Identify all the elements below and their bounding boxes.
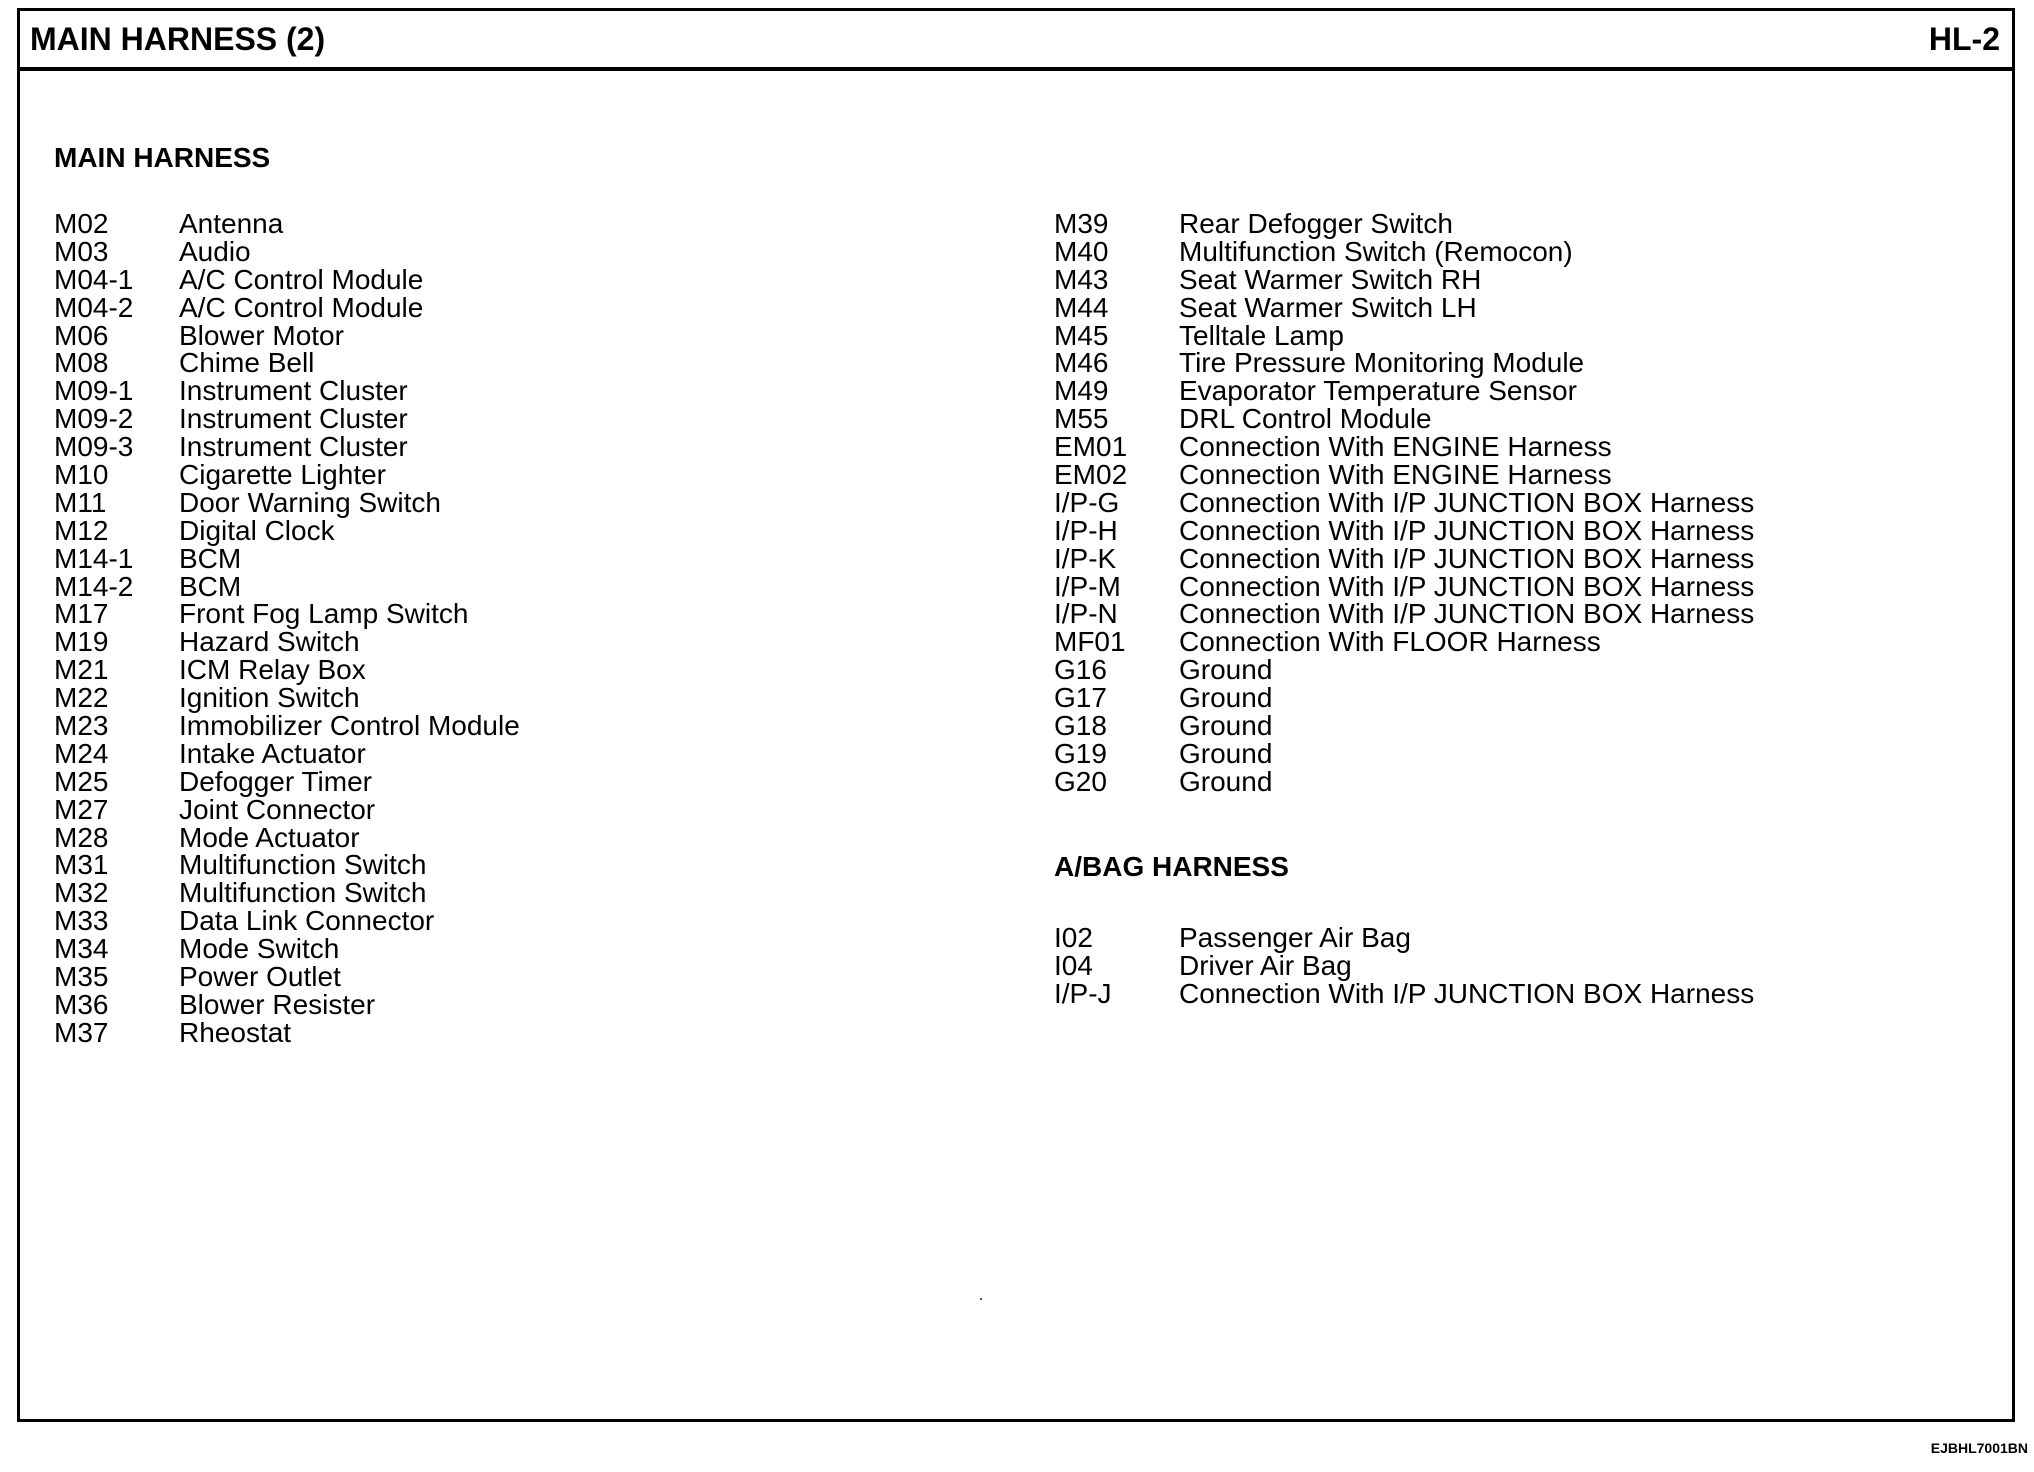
connector-description: ICM Relay Box	[179, 654, 366, 686]
connector-description: Evaporator Temperature Sensor	[1179, 375, 1577, 407]
connector-row	[1054, 977, 1755, 1009]
connector-description: Connection With I/P JUNCTION BOX Harness	[1179, 486, 1755, 518]
connector-id: M23	[54, 710, 109, 742]
connector-row	[1054, 656, 1754, 684]
connector-description: Immobilizer Control Module	[179, 710, 520, 742]
connector-description: Audio	[179, 235, 251, 267]
abag-harness-title: A/BAG HARNESS	[1054, 851, 1289, 882]
connector-id: M22	[54, 682, 109, 714]
connector-row	[1054, 349, 1754, 377]
connector-id: M33	[54, 905, 109, 937]
connector-row	[1054, 263, 1754, 295]
connector-id: M14-2	[54, 570, 134, 602]
connector-row	[1054, 765, 1754, 797]
connector-row	[1054, 433, 1754, 461]
connector-row	[1054, 235, 1754, 267]
connector-id: I/P-H	[1054, 514, 1118, 546]
connector-row	[1054, 684, 1754, 712]
abag-harness-list	[1054, 924, 1754, 1008]
connector-row	[1054, 600, 1754, 628]
connector-id: M09-3	[54, 431, 134, 463]
connector-description: Ground	[1179, 654, 1273, 686]
connector-id: M06	[54, 319, 109, 351]
connector-id: M45	[1054, 319, 1109, 351]
connector-row	[54, 935, 520, 963]
connector-id: I/P-G	[1054, 486, 1120, 518]
connector-description: Ignition Switch	[179, 682, 360, 714]
connector-description: Joint Connector	[179, 793, 376, 825]
connector-description: Blower Resister	[179, 988, 376, 1020]
connector-id: M37	[54, 1016, 109, 1048]
connector-description: Connection With FLOOR Harness	[1179, 626, 1601, 658]
connector-row	[54, 793, 520, 825]
figure-code: EJBHL7001BN	[1930, 1440, 2028, 1456]
connector-description: Door Warning Switch	[179, 486, 441, 518]
connector-row	[54, 712, 520, 740]
connector-id: M39	[1054, 208, 1109, 239]
stray-dot	[980, 1298, 982, 1300]
connector-description: Instrument Cluster	[179, 375, 408, 407]
connector-row	[1054, 542, 1755, 574]
connector-row	[54, 486, 520, 518]
connector-description: A/C Control Module	[179, 263, 424, 295]
connector-id: EM01	[1054, 431, 1128, 463]
connector-description: Connection With ENGINE Harness	[1179, 459, 1612, 491]
connector-description: Tire Pressure Monitoring Module	[1179, 347, 1585, 379]
connector-description: Power Outlet	[179, 961, 341, 993]
main-harness-list-left	[54, 210, 520, 1047]
connector-description: Multifunction Switch (Remocon)	[1179, 235, 1573, 267]
connector-id: M02	[54, 208, 109, 239]
connector-row	[54, 377, 520, 405]
connector-id: M24	[54, 737, 109, 769]
connector-description: Passenger Air Bag	[1179, 922, 1411, 953]
connector-description: Digital Clock	[179, 514, 335, 546]
connector-row	[1054, 291, 1754, 323]
connector-id: M17	[54, 598, 109, 630]
connector-id: M04-2	[54, 291, 134, 323]
connector-description: BCM	[179, 570, 242, 602]
connector-id: M11	[54, 486, 107, 518]
connector-id: M09-1	[54, 375, 134, 407]
connector-id: M31	[54, 849, 109, 881]
connector-description: Multifunction Switch	[179, 849, 427, 881]
connector-description: Mode Switch	[179, 933, 340, 965]
connector-row	[1054, 737, 1754, 769]
connector-id: M25	[54, 765, 109, 797]
connector-row	[54, 542, 520, 574]
connector-description: Connection With I/P JUNCTION BOX Harness	[1179, 977, 1755, 1009]
connector-id: M32	[54, 877, 109, 909]
connector-row	[54, 1016, 520, 1048]
connector-row	[1054, 486, 1755, 518]
connector-id: I02	[1054, 922, 1093, 953]
connector-description: Antenna	[179, 208, 284, 239]
connector-description: DRL Control Module	[1179, 403, 1432, 435]
connector-id: M12	[54, 514, 109, 546]
connector-row	[1054, 514, 1755, 546]
connector-id: M46	[1054, 347, 1109, 379]
connector-id: M08	[54, 347, 109, 379]
connector-description: Ground	[1179, 682, 1273, 714]
connector-id: M28	[54, 821, 109, 853]
connector-row	[54, 907, 520, 935]
connector-row	[1054, 461, 1754, 489]
connector-description: Ground	[1179, 710, 1273, 742]
connector-row	[54, 210, 520, 238]
connector-description: Connection With I/P JUNCTION BOX Harness	[1179, 542, 1755, 574]
connector-description: Driver Air Bag	[1179, 949, 1352, 981]
connector-row	[1054, 405, 1754, 433]
connector-description: Ground	[1179, 765, 1273, 797]
connector-row	[54, 514, 520, 546]
connector-description: Instrument Cluster	[179, 431, 408, 463]
connector-row	[54, 628, 520, 656]
connector-id: I/P-K	[1054, 542, 1117, 574]
connector-id: I04	[1054, 949, 1093, 981]
page-header	[20, 11, 2012, 71]
connector-id: M04-1	[54, 263, 134, 295]
connector-id: G16	[1054, 654, 1107, 686]
connector-description: Seat Warmer Switch RH	[1179, 263, 1482, 295]
connector-id: M27	[54, 793, 109, 825]
connector-id: M44	[1054, 291, 1109, 323]
connector-row	[54, 570, 520, 602]
page-code: HL-2	[1928, 21, 2000, 57]
connector-id: M21	[54, 654, 109, 686]
connector-row	[54, 988, 520, 1020]
connector-id: EM02	[1054, 459, 1128, 491]
main-harness-list-right	[1054, 210, 1754, 796]
connector-id: I/P-M	[1054, 570, 1121, 602]
connector-id: G17	[1054, 682, 1107, 714]
connector-description: Connection With I/P JUNCTION BOX Harness	[1179, 598, 1755, 630]
connector-row	[1054, 377, 1754, 405]
connector-row	[54, 684, 520, 712]
connector-id: I/P-N	[1054, 598, 1118, 630]
connector-id: M43	[1054, 263, 1109, 295]
main-harness-title: MAIN HARNESS	[54, 142, 271, 173]
connector-description: BCM	[179, 542, 242, 574]
connector-id: G18	[1054, 710, 1107, 742]
connector-description: Blower Motor	[179, 319, 344, 351]
connector-id: G20	[1054, 765, 1107, 797]
connector-id: G19	[1054, 737, 1107, 769]
connector-row	[54, 963, 520, 991]
connector-row	[1054, 712, 1754, 740]
connector-row	[54, 821, 520, 853]
connector-description: Seat Warmer Switch LH	[1179, 291, 1477, 323]
connector-id: M36	[54, 988, 109, 1020]
connector-id: I/P-J	[1054, 977, 1112, 1009]
connector-description: Telltale Lamp	[1179, 319, 1344, 351]
connector-row	[54, 737, 520, 769]
connector-row	[1054, 319, 1754, 351]
connector-description: Rheostat	[179, 1016, 292, 1048]
connector-description: Ground	[1179, 737, 1273, 769]
page-frame	[17, 8, 2015, 1422]
connector-row	[1054, 210, 1754, 238]
connector-row	[54, 291, 520, 323]
connector-row	[54, 851, 520, 879]
connector-row	[1054, 924, 1754, 952]
connector-row	[1054, 628, 1754, 656]
connector-row	[1054, 949, 1754, 981]
connector-id: M10	[54, 459, 109, 491]
connector-id: M09-2	[54, 403, 134, 435]
connector-description: Multifunction Switch	[179, 877, 427, 909]
connector-description: Front Fog Lamp Switch	[179, 598, 469, 630]
connector-id: MF01	[1054, 626, 1126, 658]
connector-description: Connection With I/P JUNCTION BOX Harness	[1179, 570, 1755, 602]
connector-description: Instrument Cluster	[179, 403, 408, 435]
connector-description: Defogger Timer	[179, 765, 372, 797]
connector-id: M03	[54, 235, 109, 267]
connector-row	[54, 235, 520, 267]
connector-row	[1054, 570, 1755, 602]
connector-id: M34	[54, 933, 109, 965]
connector-id: M14-1	[54, 542, 134, 574]
connector-id: M40	[1054, 235, 1109, 267]
connector-row	[54, 433, 520, 461]
connector-row	[54, 765, 520, 797]
page-title: MAIN HARNESS (2)	[30, 21, 326, 57]
connector-row	[54, 600, 520, 628]
connector-row	[54, 263, 520, 295]
connector-id: M49	[1054, 375, 1109, 407]
connector-description: A/C Control Module	[179, 291, 424, 323]
connector-description: Rear Defogger Switch	[1179, 208, 1453, 239]
connector-description: Hazard Switch	[179, 626, 360, 658]
connector-row	[54, 461, 520, 489]
connector-description: Connection With ENGINE Harness	[1179, 431, 1612, 463]
connector-description: Cigarette Lighter	[179, 459, 387, 491]
connector-description: Chime Bell	[179, 347, 315, 379]
connector-row	[54, 319, 520, 351]
connector-id: M19	[54, 626, 109, 658]
connector-description: Connection With I/P JUNCTION BOX Harness	[1179, 514, 1755, 546]
connector-description: Mode Actuator	[179, 821, 360, 853]
connector-row	[54, 349, 520, 377]
connector-description: Data Link Connector	[179, 905, 435, 937]
connector-row	[54, 879, 520, 907]
connector-id: M55	[1054, 403, 1109, 435]
connector-description: Intake Actuator	[179, 737, 366, 769]
connector-row	[54, 656, 520, 684]
connector-row	[54, 405, 520, 433]
connector-id: M35	[54, 961, 109, 993]
